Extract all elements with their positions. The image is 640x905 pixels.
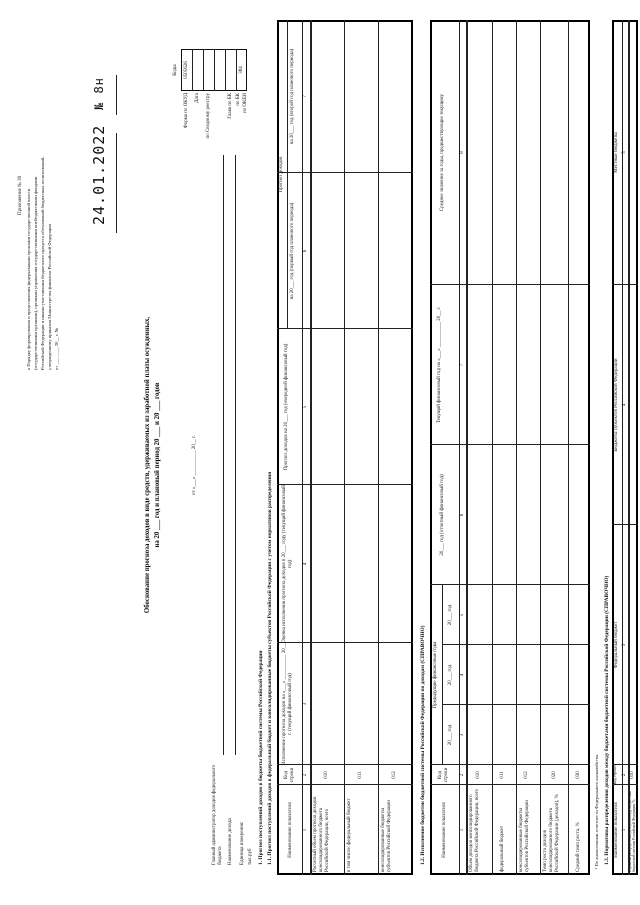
column-number: 1 [460,828,465,832]
codes-value: 0505626 [184,61,189,79]
appendix-number: Приложение № 39 [18,175,23,215]
column-number: 2 [622,773,627,777]
column-number: 1 [622,828,627,832]
meta-label-income: Наименование дохода [228,818,233,865]
codes-label: по ОКЕИ [243,93,248,114]
table-row-name: федеральный бюджет [500,825,505,872]
table-row-code: 010 [476,771,481,779]
codes-label: Форма по ОКУД [184,93,189,129]
table-row-name: в том числе: федеральный бюджет [347,798,352,872]
table-head: Наименование показателя [614,802,619,858]
table-row-name: Объем доходов консолидированного бюджета Российской Федерации, всего [469,788,480,872]
table-head: Федеральный бюджет [614,621,619,669]
column-number: 6 [460,513,465,517]
table-row-code: 012 [524,771,529,779]
column-number: 2 [303,773,308,777]
column-number: 6 [303,249,308,253]
table-head: 20___ год (отчетный финансовый год) [440,474,445,556]
table-head: Бюджеты субъектов Российской Федерации [614,358,619,452]
document-title: на 20 ___ год и плановый период 20 ___ и 20 ___ годов [154,382,161,548]
codes-label: Глава по БК [228,93,233,119]
meta-label-admin: Главный администратор доходов федерального бюджета [212,764,223,865]
column-number: 5 [460,613,465,617]
column-number: 5 [622,151,627,154]
column-number: 4 [622,403,627,407]
stamp-underline [116,75,117,115]
table-row-code: 010 [630,771,635,779]
table-row-code: 020 [552,771,557,779]
codes-label: по Сводному реестру [206,93,211,139]
section-1-3-title: 1.3. Нормативы распределения доходов между бюджетами бюджетной системы Российской Федерации (СПРАВОЧНО) [604,575,610,865]
table-head: 20___ год [448,724,453,746]
meta-unit-value: тыс.руб [248,848,253,865]
codes-header: Коды [173,64,178,76]
appendix-line: от ___ ____ 20__ г. № [54,327,59,370]
appendix-line: (государственными органами), органами управления государственными внебюджетными фондами [33,176,38,370]
table-row-code: 030 [576,771,581,779]
table-row-name: Темп роста доходов консолидированного бюджета Российской Федерации (доходов), % [543,794,560,872]
column-number: 3 [460,733,465,737]
table-head: 20___ год [448,604,453,626]
column-number: 3 [303,702,308,706]
codes-label: Дата [195,93,200,103]
table-head: на 20___ год (первый год планового периода) [290,202,295,300]
table-row-name: Расчетный объем прогноза доходов консолидированного бюджета Российской Федерации, всего [313,796,330,872]
column-number: 3 [622,643,627,647]
meta-line [223,155,224,755]
date-line: от «___» __________ 20__ г. [192,435,197,495]
table-head: на 20___ год (второй год планового периода) [290,48,295,145]
table-head: Прогноз доходов на 20___ год (очередной финансовый год) [284,343,289,471]
table-row-name: Средний темп роста, % [576,822,581,872]
column-number: 8 [460,151,465,154]
table-head: Наименование показателя [288,802,293,858]
table-group-head: Прогноз доходов [279,156,284,193]
stamp-underline [116,133,117,233]
column-number: 4 [303,562,308,566]
stamp-date: 24.01.2022 [90,124,108,225]
codes-value: 384 [239,66,244,74]
codes-label: по БК [236,93,241,106]
table-head: Исполнение прогноза доходов на «___» __________ 20__ г. (текущий финансовый год) [282,643,293,765]
table-row-code: 011 [500,771,505,779]
table-row-code: 012 [392,771,397,779]
table-head: Код строки [612,765,617,785]
column-number: 7 [460,363,465,367]
section-1-title: 1. Прогноз поступлений доходов в бюджеты бюджетной системы Российской Федерации [258,650,264,865]
table-row-name: Норматив распределения доходов между бюджетами бюджетной системы Российской Федерации, % [628,790,636,872]
table-head: Оценка исполнения прогноза доходов в 20___ году (текущий финансовый год) [282,485,293,643]
footnote: ¹ По аналогичным отчетности Федерального казначейства. [594,753,599,869]
column-number: 7 [303,95,308,98]
column-number: 1 [303,828,308,832]
table-head: Код строки [284,767,295,783]
table-row-code: 010 [324,771,329,779]
section-1-2-title: 1.2. Исполнение бюджетов бюджетной системы Российской Федерации по доходам (СПРАВОЧНО) [420,625,426,865]
appendix-line: Российской Федерации и иными участниками бюджетного процесса обоснований бюджетных ассигнований, [40,156,45,370]
meta-line [235,155,236,755]
meta-label-unit: Единица измерения: [240,821,245,865]
document-title: Обоснование прогноза доходов в виде средств, удерживаемых из заработной платы осужденных, [144,316,151,614]
table-row-name: консолидированные бюджеты субъектов Российской Федерации [519,800,530,872]
table-head: 20___ год [448,664,453,686]
section-1-1-title: 1.1. Прогноз поступлений доходов в федеральный бюджет и консолидированные бюджеты субъектов Российской Федерации с учетом нормативов распределения [267,471,273,865]
table-group-head: Предыдущие финансовые годы [433,641,438,709]
table-head: Среднее значение за годы, предшествующие текущему [440,93,445,212]
column-number: 4 [460,673,465,677]
table-row-code: 011 [358,771,363,779]
table-row-name: консолидированные бюджеты субъектов Российской Федерации [381,800,392,872]
appendix-line: к Порядку формирования и представления федеральными органами государственной власти [26,188,31,370]
column-number: 5 [303,405,308,409]
column-number: 2 [460,773,465,777]
appendix-line: утвержденному приказом Министерства финансов Российской Федерации [47,224,52,370]
table-head: Код строки [438,767,449,783]
table-head: Наименование показателя [442,802,447,858]
stamp-number: № 8н [92,77,106,110]
table-head: Текущий финансовый год на «___» __________ 20__ г. [437,306,442,424]
table-head: Местные бюджеты [614,132,619,173]
